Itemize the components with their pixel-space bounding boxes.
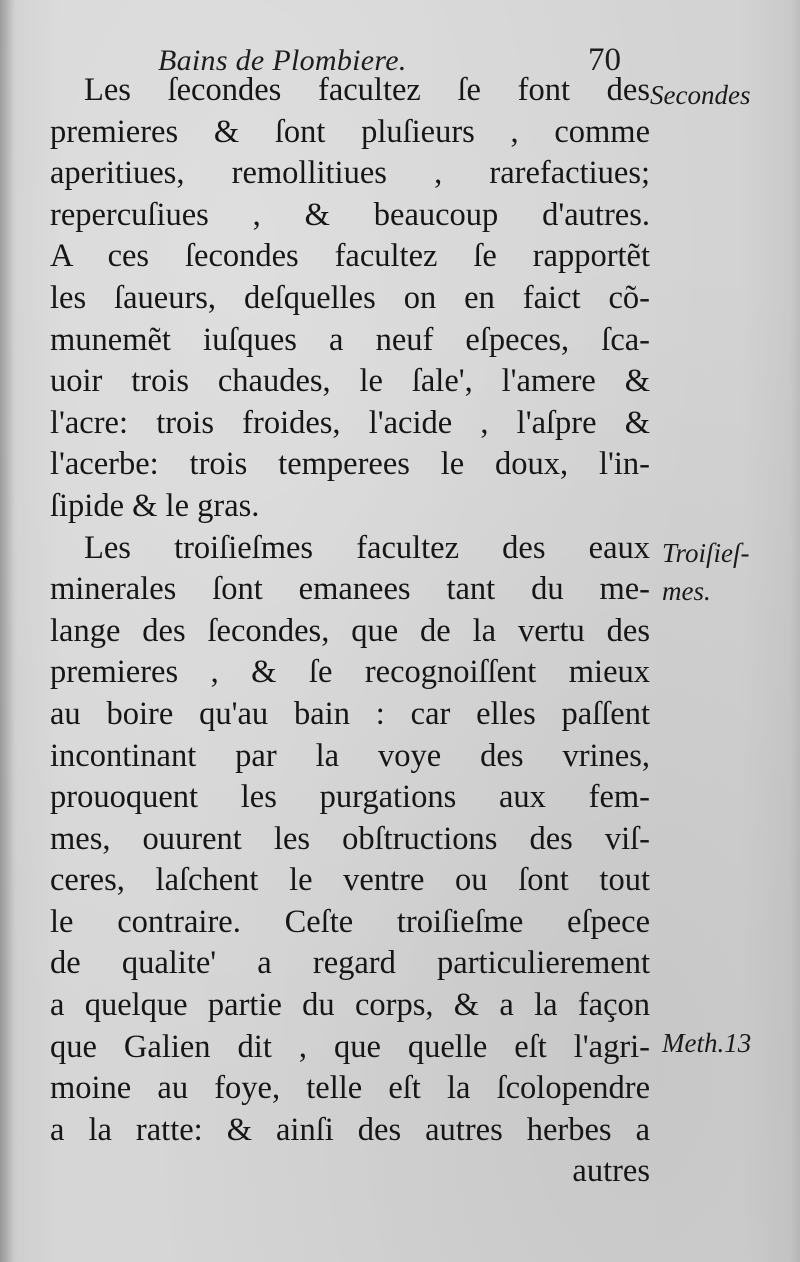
text-line-26: a la ratte: & ainſi des autres herbes a (50, 1111, 650, 1148)
text-line-20: ceres, laſchent le ventre ou ſont tout (50, 862, 650, 899)
margin-note-troisiesmes-cont: mes. (662, 576, 711, 606)
text-line-24: que Galien dit , que quelle eſt l'agri- (50, 1028, 650, 1065)
text-line-2: premieres & ſont pluſieurs , comme (50, 113, 650, 150)
text-line-6: les ſaueurs, deſquelles on en faict cõ- (50, 279, 650, 316)
text-line-14: lange des ſecondes, que de la vertu des (50, 612, 650, 649)
margin-note-secondes: Secondes (650, 80, 751, 110)
text-line-16: au boire qu'au bain : car elles paſſent (50, 695, 650, 732)
text-line-21: le contraire. Ceſte troiſieſme eſpece (50, 903, 650, 940)
text-line-7: munemẽt iuſques a neuf eſpeces, ſca- (50, 321, 650, 358)
text-line-3: aperitiues, remollitiues , rarefactiues; (50, 155, 650, 192)
text-line-25: moine au foye, telle eſt la ſcolopendre (50, 1070, 650, 1107)
margin-note-meth: Meth.13 (662, 1028, 752, 1058)
text-line-11: ſipide & le gras. (50, 487, 260, 524)
page-number: 70 (588, 42, 621, 78)
text-line-12: Les troiſieſmes facultez des eaux (84, 529, 650, 566)
text-line-5: A ces ſecondes facultez ſe rapportẽt (50, 238, 650, 275)
text-line-9: l'acre: trois froides, l'acide , l'aſpre & (50, 404, 650, 441)
text-line-18: prouoquent les purgations aux fem- (50, 779, 650, 816)
body-text (50, 70, 650, 1193)
text-line-22: de qualite' a regard particulierement (50, 945, 650, 982)
text-line-8: uoir trois chaudes, le ſale', l'amere & (50, 363, 650, 400)
catchword: autres (572, 1153, 650, 1190)
running-head: Bains de Plombiere. (158, 44, 407, 77)
text-line-10: l'acerbe: trois temperees le doux, l'in- (50, 446, 650, 483)
text-line-1: Les ſecondes facultez ſe font des (84, 72, 650, 108)
text-line-17: incontinant par la voye des vrines, (50, 737, 650, 774)
gutter-shadow (0, 0, 14, 1262)
text-line-23: a quelque partie du corps, & a la façon (50, 987, 650, 1024)
text-line-13: minerales ſont emanees tant du me- (50, 571, 650, 608)
text-line-4: repercuſiues , & beaucoup d'autres. (50, 196, 650, 233)
text-line-19: mes, ouurent les obſtructions des viſ- (50, 820, 650, 857)
text-line-15: premieres , & ſe recognoiſſent mieux (50, 654, 650, 691)
margin-note-troisiesmes: Troiſieſ- (662, 538, 750, 568)
